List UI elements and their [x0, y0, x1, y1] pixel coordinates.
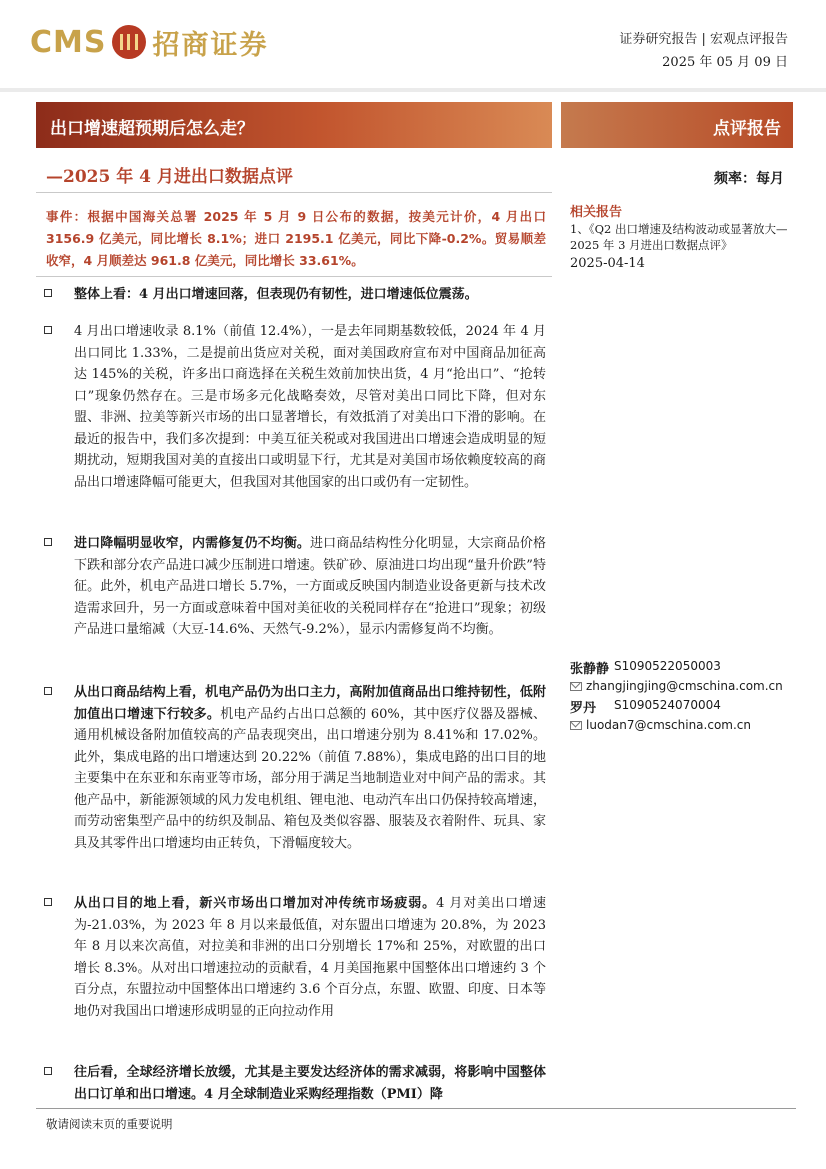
- logo-text-en: CMS: [30, 24, 107, 60]
- analyst-email-text: luodan7@cmschina.com.cn: [586, 718, 751, 732]
- bullet-item: [46, 533, 546, 641]
- page-subtitle: —2025 年 4 月进出口数据点评: [46, 167, 293, 187]
- logo-text-cn: 招商证券: [152, 29, 269, 61]
- bullet-square-icon: [44, 289, 52, 297]
- bullet-item: [46, 321, 546, 493]
- bullet-text: 进口商品结构性分化明显，大宗商品价格下跌和部分农产品进口减少压制进口增速。铁矿砂、原油进口均出现“量升价跌”特征。此外，机电产品进口增长 5.7%，一方面或反映国内制造业设备更新与技术改造需求回升，另一方面或意味着中国对美征收的关税同样存在“抢进口”现象；初级产品进口量缩减（大豆-14.6%、天然气-9.2%），显示内需修复尚不均衡。: [74, 536, 546, 637]
- related-report-link[interactable]: 1、《Q2 出口增速及结构波动或显著放大—2025 年 3 月进出口数据点评》: [570, 222, 788, 252]
- email-icon: [570, 721, 582, 730]
- bullet-square-icon: [44, 326, 52, 334]
- analyst-name: 张静静: [570, 662, 610, 677]
- bullet-square-icon: [44, 1067, 52, 1075]
- analyst-id: S1090524070004: [614, 698, 721, 712]
- bullet-text: 4 月出口增速收录 8.1%（前值 12.4%），一是去年同期基数较低，2024 年 4 月出口同比 1.33%，二是提前出货应对关税，面对美国政府宣布对中国商品加征高达 145%的关税，许多出口商选择在关税生效前加快出货，4 月“抢出口”、“抢转口”现象仍然存在。三是市场多元化战略奏效，尽管对美出口同比下降，但对东盟、非洲、拉美等新兴市场的出口显著增长，有效抵消了对美出口下滑的影响。在最近的报告中，我们多次提到：中美互征关税或对我国进出口增速会造成明显的短期扰动，短期我国对美的直接出口或明显下行，尤其是对美国市场依赖度较高的商品出口增速降幅可能更大，但我国对其他国家的出口或仍有一定韧性。: [74, 324, 546, 490]
- bullet-heading: 从出口商品结构上看，机电产品仍为出口主力，高附加值商品出口维持韧性，低附加值出口增速下行较多。: [74, 685, 546, 722]
- related-report-date: 2025-04-14: [570, 256, 645, 271]
- company-logo: [30, 22, 290, 62]
- subtitle-divider: [36, 192, 552, 193]
- header-divider: [0, 88, 826, 92]
- logo-badge-icon: [112, 25, 146, 59]
- page-title: 出口增速超预期后怎么走？: [50, 119, 254, 139]
- event-summary: 事件：根据中国海关总署 2025 年 5 月 9 日公布的数据，按美元计价，4 月出口 3156.9 亿美元，同比增长 8.1%；进口 2195.1 亿美元，同比下降-0.2%。贸易顺差收窄，4 月顺差达 961.8 亿美元，同比增长 33.61%。: [46, 209, 546, 268]
- analyst-email-text: zhangjingjing@cmschina.com.cn: [586, 679, 783, 693]
- bullet-square-icon: [44, 538, 52, 546]
- footer-divider: [36, 1108, 796, 1109]
- analyst-id: S1090522050003: [614, 659, 721, 673]
- bullet-item: [46, 682, 546, 854]
- bullet-heading: 往后看，全球经济增长放缓，尤其是主要发达经济体的需求减弱，将影响中国整体出口订单和出口增速。4 月全球制造业采购经理指数（PMI）降: [74, 1065, 546, 1102]
- bullet-text: 机电产品约占出口总额的 60%，其中医疗仪器及器械、通用机械设备附加值较高的产品表现突出，出口增速分别为 8.41%和 17.02%。此外，集成电路的出口增速达到 20.22%（前值 7.88%），集成电路的出口目的地主要集中在东亚和东南亚等市场，部分用于满足当地制造业对中间产品的需求。其他产品中，新能源领域的风力发电机组、锂电池、电动汽车出口仍保持较高增速，而劳动密集型产品中的纺织及制品、箱包及类似容器、服装及衣着附件、玩具、家具及其零件出口增速均由正转负，下滑幅度较大。: [74, 706, 546, 851]
- bullet-item: [46, 284, 546, 306]
- bullet-square-icon: [44, 687, 52, 695]
- footer-note: 敬请阅读末页的重要说明: [46, 1117, 173, 1131]
- title-bar: [36, 102, 552, 148]
- analyst-email[interactable]: [570, 679, 783, 693]
- event-divider: [36, 276, 552, 277]
- bullet-heading: 从出口目的地上看，新兴市场出口增加对冲传统市场疲弱。: [74, 896, 437, 911]
- bullet-item: [46, 1062, 546, 1105]
- email-icon: [570, 682, 582, 691]
- side-label-bar: [561, 102, 793, 148]
- related-reports-title: 相关报告: [570, 205, 623, 220]
- bullet-heading: 进口降幅明显收窄，内需修复仍不均衡。: [74, 536, 311, 551]
- frequency-label: 频率：每月: [714, 171, 784, 187]
- bullet-square-icon: [44, 898, 52, 906]
- bullet-text: 4 月对美出口增速为-21.03%，为 2023 年 8 月以来最低值，对东盟出口增速为 20.8%，为 2023 年 8 月以来次高值，对拉美和非洲的出口分别增长 17%和 25%，对欧盟的出口增长 8.3%。从对出口增速拉动的贡献看，4 月美国拖累中国整体出口增速约 3 个百分点，东盟拉动中国整体出口增速约 3.6 个百分点，东盟、欧盟、印度、日本等地仍对我国出口增速形成明显的正向拉动作用: [74, 896, 546, 1019]
- bullet-heading: 整体上看：4 月出口增速回落，但表现仍有韧性，进口增速低位震荡。: [74, 287, 478, 302]
- analyst-name: 罗丹: [570, 701, 597, 716]
- bullet-item: [46, 893, 546, 1022]
- side-label: 点评报告: [713, 119, 781, 139]
- report-type: 证券研究报告 | 宏观点评报告: [619, 32, 788, 47]
- report-date: 2025 年 05 月 09 日: [662, 55, 788, 70]
- analyst-email[interactable]: [570, 718, 751, 732]
